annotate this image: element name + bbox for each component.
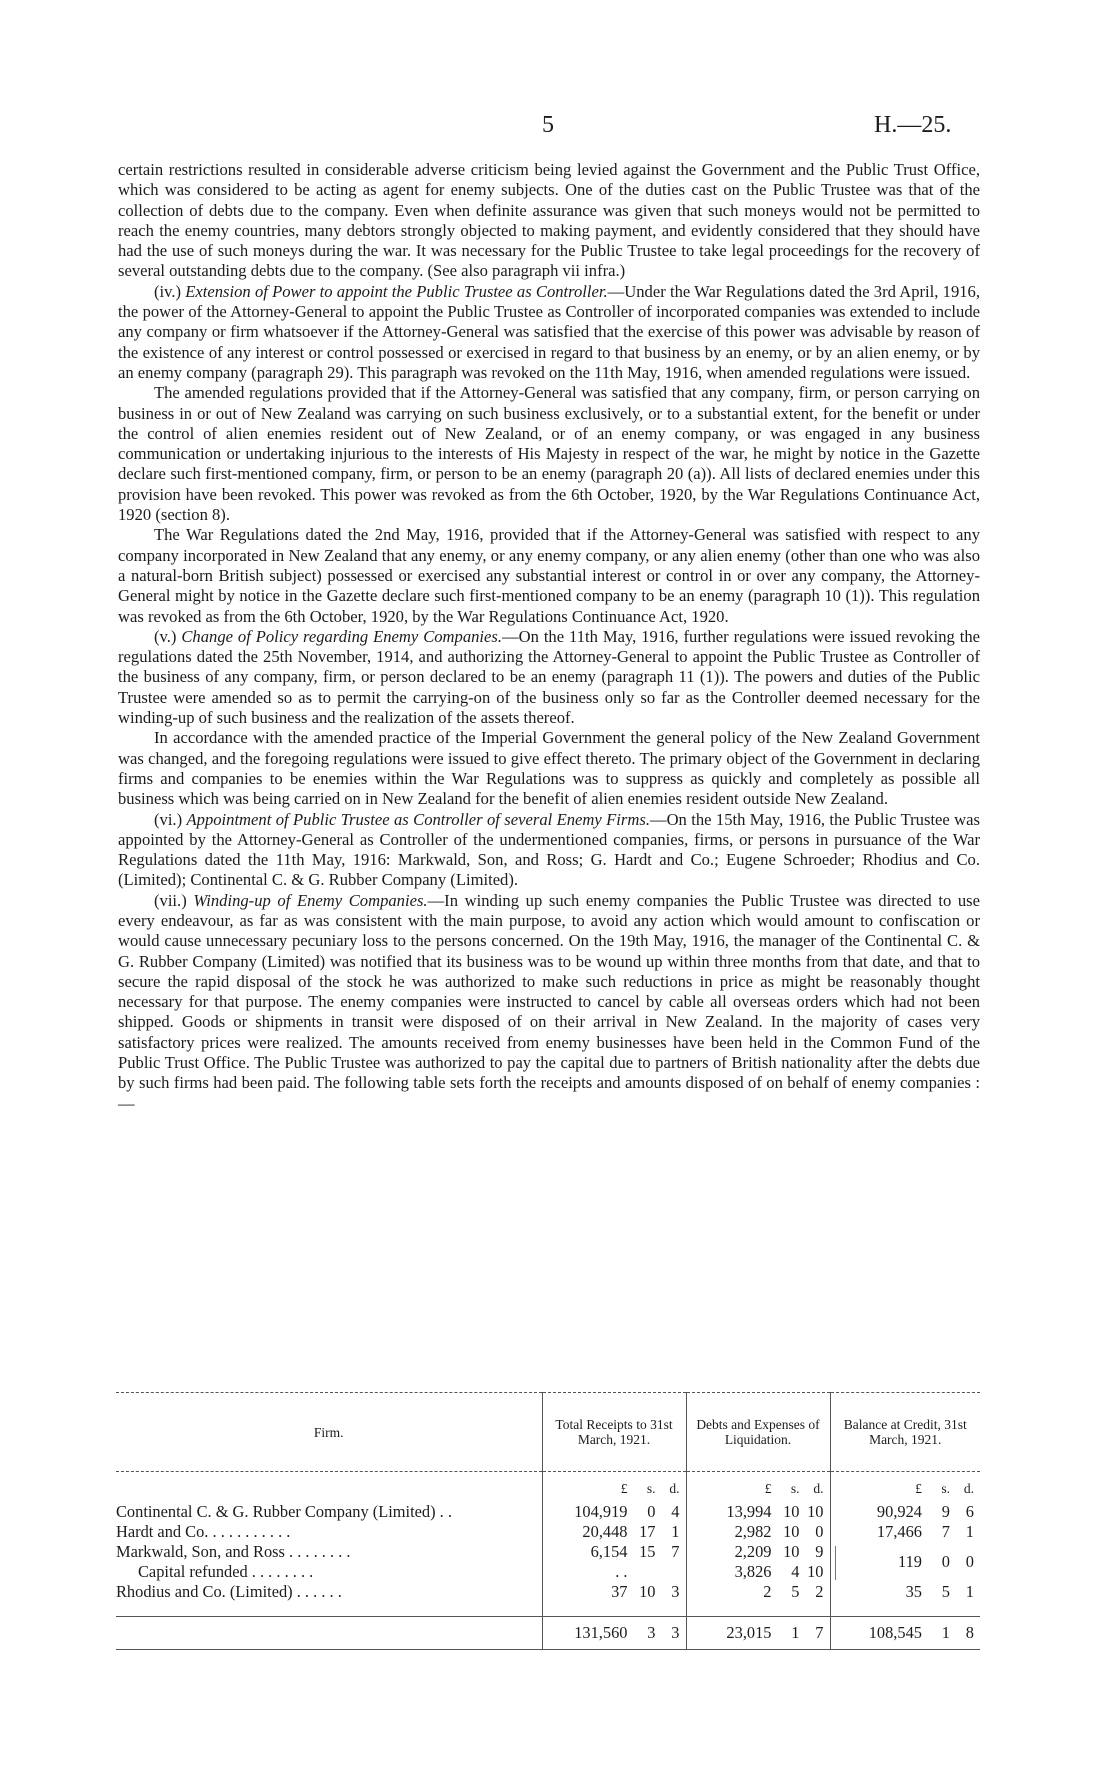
units-row <box>116 1472 980 1503</box>
unit-pence: d. <box>669 1481 680 1496</box>
document-reference: H.—25. <box>874 112 952 138</box>
page-number: 5 <box>542 112 554 138</box>
table-row: Capital refunded . . . . . . . . . . 3,826 4 10 <box>116 1562 980 1582</box>
total-balance: 108,545 <box>868 1623 922 1642</box>
firm-name: Markwald, Son, and Ross <box>116 1542 285 1561</box>
header-debts: Debts and Expenses of Liquidation. <box>686 1393 830 1472</box>
paragraph-amended-regulations: The amended regulations provided that if the Attorney-General was satisfied that any company, firm, or person carrying on business in or out of New Zealand was carrying on such business exclusively, or to a substantial extent, for the benefit or under the control of alien enemies resident out of New Zealand, or of an enemy company, or was engaged in any business communication or undertaking injurious to the interests of His Majesty in respect of the war, he might by notice in the Gazette declare such first-mentioned company, firm, or person to be an enemy (paragraph 20 (a)). All lists of declared enemies under this provision have been revoked. This power was revoked as from the 6th October, 1920, by the War Regulations Continuance Act, 1920 (section 8). <box>118 383 980 525</box>
unit-pounds: £ <box>915 1481 922 1496</box>
firm-name: Continental C. & G. Rubber Company (Limited) <box>116 1502 436 1521</box>
unit-pence: d. <box>963 1481 974 1496</box>
section-heading: Extension of Power to appoint the Public Trustee as Controller. <box>185 281 608 301</box>
header-firm: Firm. <box>116 1393 542 1472</box>
page-header <box>0 112 1114 142</box>
table-row: Markwald, Son, and Ross . . . . . . . . 6,154 15 7 2,209 10 9 119 0 0 <box>116 1542 980 1562</box>
table-row: Rhodius and Co. (Limited) . . . . . . 37 10 3 2 5 2 35 5 1 <box>116 1582 980 1602</box>
firm-name: Hardt and Co. <box>116 1522 209 1541</box>
firm-name: Rhodius and Co. (Limited) <box>116 1582 293 1601</box>
section-heading: Appointment of Public Trustee as Controller of several Enemy Firms. <box>186 809 650 829</box>
section-heading: Change of Policy regarding Enemy Companies. <box>181 626 503 646</box>
total-receipts: 131,560 <box>574 1623 628 1642</box>
totals-row: 131,560 3 3 23,015 1 7 108,545 1 8 <box>116 1617 980 1650</box>
paragraph-vi: (vi.) Appointment of Public Trustee as Controller of several Enemy Firms.—On the 15th May, 1916, the Public Trustee was appointed by the Attorney-General as Controller of the undermentioned companies, firms, or persons in pursuance of the War Regulations dated the 11th May, 1916: Markwald, Son, and Ross; G. Hardt and Co.; Eugene Schroeder; Rhodius and Co. (Limited); Continental C. & G. Rubber Company (Limited). <box>118 809 980 890</box>
header-balance: Balance at Credit, 31st March, 1921. <box>830 1393 980 1472</box>
body-text <box>118 160 980 1114</box>
unit-pounds: £ <box>764 1481 772 1496</box>
paragraph-continuation: certain restrictions resulted in considerable adverse criticism being levied against the Government and the Public Trust Office, which was considered to be acting as agent for enemy subjects. One of the duties cast on the Public Trustee was that of the collection of debts due to the company. Even when definite assurance was given that such moneys would not be permitted to reach the enemy countries, many debtors strongly objected to making payment, and evidently considered that they should have had the use of such moneys during the war. It was necessary for the Public Trustee to take legal proceedings for the recovery of several outstanding debts due to the company. (See also paragraph vii infra.) <box>118 160 980 281</box>
paragraph-war-regulations: The War Regulations dated the 2nd May, 1916, provided that if the Attorney-General was satisfied with respect to any company incorporated in New Zealand that any enemy, or any enemy company, or any alien enemy (other than one who was also a natural-born British subject) possessed or exercised any substantial interest or control in or over any company, the Attorney-General might by notice in the Gazette declare such first-mentioned company to be an enemy (paragraph 10 (1)). This regulation was revoked as from the 6th October, 1920, by the War Regulations Continuance Act, 1920. <box>118 525 980 626</box>
unit-shillings: s. <box>941 1481 950 1496</box>
table-header-row <box>116 1393 980 1472</box>
header-receipts: Total Receipts to 31st March, 1921. <box>542 1393 686 1472</box>
paragraph-v: (v.) Change of Policy regarding Enemy Companies.—On the 11th May, 1916, further regulations were issued revoking the regulations dated the 25th November, 1914, and authorizing the Attorney-General to appoint the Public Trustee as Controller of the business of any company, firm, or person declared to be an enemy (paragraph 11 (1)). The powers and duties of the Public Trustee were amended so as to permit the carrying-on of the business only so far as the Controller deemed necessary for the winding-up of such business and the realization of the assets thereof. <box>118 626 980 728</box>
section-number: (iv.) <box>154 281 182 301</box>
section-number: (vii.) <box>154 890 187 910</box>
paragraph-iv: (iv.) Extension of Power to appoint the Public Trustee as Controller.—Under the War Regulations dated the 3rd April, 1916, the power of the Attorney-General to appoint the Public Trustee as Controller of incorporated companies was extended to include any company or firm whatsoever if the Attorney-General was satisfied that the exercise of this power was advisable by reason of the existence of any interest or control possessed or exercised in regard to that business by an enemy, or by an alien enemy, or by an enemy company (paragraph 29). This paragraph was revoked on the 11th May, 1916, when amended regulations were issued. <box>118 281 980 382</box>
table-row: Hardt and Co. . . . . . . . . . . 20,448 17 1 2,982 10 0 17,466 7 1 <box>116 1522 980 1542</box>
paragraph-vii: (vii.) Winding-up of Enemy Companies.—In winding up such enemy companies the Public Trustee was directed to use every endeavour, as far as was consistent with the main purpose, to avoid any action which would amount to confiscation or would cause unnecessary pecuniary loss to the persons concerned. On the 19th May, 1916, the manager of the Continental C. & G. Rubber Company (Limited) was notified that its business was to be wound up within three months from that date, and that to secure the rapid disposal of the stock he was authorized to make such reductions in price as might be reasonably thought necessary for that purpose. The enemy companies were instructed to cancel by cable all overseas orders which had not been shipped. Goods or shipments in transit were disposed of on their arrival in New Zealand. In the majority of cases very satisfactory prices were realized. The amounts received from enemy businesses have been held in the Common Fund of the Public Trust Office. The Public Trustee was authorized to pay the capital due to partners of British nationality after the debts due by such firms had been paid. The following table sets forth the receipts and amounts disposed of on behalf of enemy companies :— <box>118 890 980 1113</box>
enemy-companies-table <box>116 1392 980 1650</box>
paragraph-policy: In accordance with the amended practice of the Imperial Government the general policy of the New Zealand Government was changed, and the foregoing regulations were issued to give effect thereto. The primary object of the Government in declaring firms and companies to be enemies within the War Regulations was to suppress as quickly and completely as possible all business which was being carried on in New Zealand for the benefit of alien enemies resident outside New Zealand. <box>118 728 980 809</box>
section-number: (v.) <box>154 626 177 646</box>
section-heading: Winding-up of Enemy Companies. <box>193 890 428 910</box>
unit-shillings: s. <box>646 1481 656 1496</box>
firm-name: Capital refunded <box>138 1562 248 1581</box>
section-number: (vi.) <box>154 809 183 829</box>
merged-balance-cell: 119 0 0 <box>830 1542 980 1582</box>
brace-mark <box>835 1546 836 1580</box>
unit-shillings: s. <box>790 1481 800 1496</box>
unit-pence: d. <box>813 1481 824 1496</box>
total-debts: 23,015 <box>726 1623 772 1642</box>
table-row: Continental C. & G. Rubber Company (Limited) . . 104,919 0 4 13,994 10 10 90,924 9 6 <box>116 1502 980 1522</box>
unit-pounds: £ <box>620 1481 628 1496</box>
